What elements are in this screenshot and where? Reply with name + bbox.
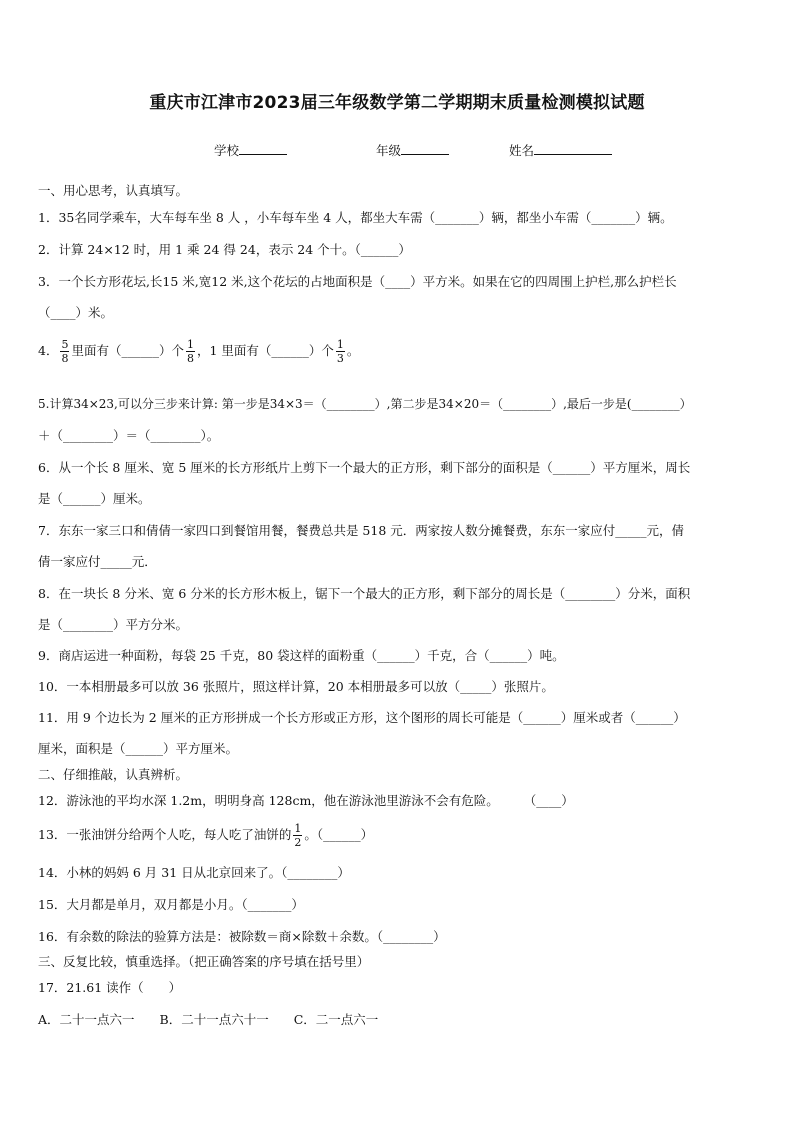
question-16: 16．有余数的除法的验算方法是：被除数＝商×除数＋余数。（________） bbox=[38, 929, 446, 944]
question-6-line-2: 是（______）厘米。 bbox=[38, 491, 151, 506]
school-field bbox=[214, 141, 287, 159]
question-2: 2．计算 24×12 时，用 1 乘 24 得 24，表示 24 个十。（______） bbox=[38, 242, 411, 257]
question-14: 14．小林的妈妈 6 月 31 日从北京回来了。（________） bbox=[38, 865, 350, 880]
fraction-numerator: 1 bbox=[294, 822, 302, 835]
question-12: 12．游泳池的平均水深 1.2m，明明身高 128cm，他在游泳池里游泳不会有危险。 （____） bbox=[38, 793, 574, 808]
section-2-heading: 二、仔细推敲，认真辨析。 bbox=[38, 767, 189, 782]
q13-text-end: 。（______） bbox=[304, 827, 374, 842]
grade-label: 年级 bbox=[376, 143, 402, 158]
q4-text-end: 。 bbox=[346, 343, 360, 358]
question-5-line-2: ＋（________）＝（________）。 bbox=[38, 428, 220, 443]
page-title: 重庆市江津市2023届三年级数学第二学期期末质量检测模拟试题 bbox=[149, 93, 645, 113]
q13-text: 13．一张油饼分给两个人吃，每人吃了油饼的 bbox=[38, 827, 292, 842]
school-label: 学校 bbox=[214, 143, 240, 158]
question-9: 9．商店运进一种面粉，每袋 25 千克，80 袋这样的面粉重（______）千克，合（______）吨。 bbox=[38, 648, 565, 663]
question-15: 15．大月都是单月，双月都是小月。（_______） bbox=[38, 897, 304, 912]
question-13 bbox=[38, 822, 373, 849]
fraction-numerator: 1 bbox=[336, 338, 344, 351]
question-5-line-1: 5.计算34×23,可以分三步来计算: 第一步是34×3＝（________）,第二步是34×20＝（________）,最后一步是(________） bbox=[38, 397, 692, 411]
name-field bbox=[509, 141, 612, 159]
fraction-denominator: 3 bbox=[336, 352, 344, 365]
fraction-denominator: 8 bbox=[61, 352, 69, 365]
question-7-line-1: 7．东东一家三口和倩倩一家四口到餐馆用餐，餐费总共是 518 元．两家按人数分摊餐费，东东一家应付_____元，倩 bbox=[38, 523, 685, 538]
q4-text-1: 里面有（______）个 bbox=[71, 343, 184, 358]
fraction-1-8 bbox=[186, 338, 195, 365]
question-3-line-2: （____）米。 bbox=[38, 305, 114, 320]
fraction-numerator: 5 bbox=[61, 338, 69, 351]
q4-number: 4． bbox=[38, 343, 59, 358]
fraction-1-2 bbox=[293, 822, 302, 849]
question-7-line-2: 倩一家应付_____元． bbox=[38, 554, 157, 569]
question-3-line-1: 3．一个长方形花坛,长15 米,宽12 米,这个花坛的占地面积是（____）平方米。如果在它的四周围上护栏,那么护栏长 bbox=[38, 274, 677, 289]
grade-field bbox=[376, 141, 449, 159]
fraction-numerator: 1 bbox=[186, 338, 194, 351]
question-8-line-2: 是（________）平方分米。 bbox=[38, 617, 189, 632]
q4-text-2: ，1 里面有（______）个 bbox=[196, 343, 334, 358]
fraction-5-8 bbox=[60, 338, 69, 365]
question-4 bbox=[38, 338, 359, 365]
question-17-options: A．二十一点六一 B．二十一点六十一 C．二一点六一 bbox=[38, 1012, 379, 1027]
fraction-denominator: 8 bbox=[186, 352, 194, 365]
school-blank[interactable] bbox=[239, 142, 287, 155]
question-1: 1．35名同学乘车，大车每车坐 8 人 ，小车每车坐 4 人，都坐大车需（_______）辆，都坐小车需（_______）辆。 bbox=[38, 210, 673, 225]
fraction-denominator: 2 bbox=[294, 836, 302, 849]
section-3-heading: 三、反复比较，慎重选择。（把正确答案的序号填在括号里） bbox=[38, 954, 370, 969]
section-1-heading: 一、用心思考，认真填写。 bbox=[38, 183, 189, 198]
question-8-line-1: 8．在一块长 8 分米、宽 6 分米的长方形木板上，锯下一个最大的正方形，剩下部分的周长是（________）分米，面积 bbox=[38, 586, 691, 601]
question-11-line-1: 11．用 9 个边长为 2 厘米的正方形拼成一个长方形或正方形，这个图形的周长可能是（______）厘米或者（______） bbox=[38, 710, 686, 725]
question-11-line-2: 厘米，面积是（______）平方厘米。 bbox=[38, 741, 239, 756]
question-17: 17．21.61 读作（ ） bbox=[38, 980, 182, 995]
fraction-1-3 bbox=[336, 338, 345, 365]
name-label: 姓名 bbox=[509, 143, 535, 158]
name-blank[interactable] bbox=[534, 142, 612, 155]
question-6-line-1: 6．从一个长 8 厘米、宽 5 厘米的长方形纸片上剪下一个最大的正方形，剩下部分的面积是（______）平方厘米，周长 bbox=[38, 460, 691, 475]
question-10: 10．一本相册最多可以放 36 张照片，照这样计算，20 本相册最多可以放（_____）张照片。 bbox=[38, 679, 554, 694]
grade-blank[interactable] bbox=[401, 142, 449, 155]
